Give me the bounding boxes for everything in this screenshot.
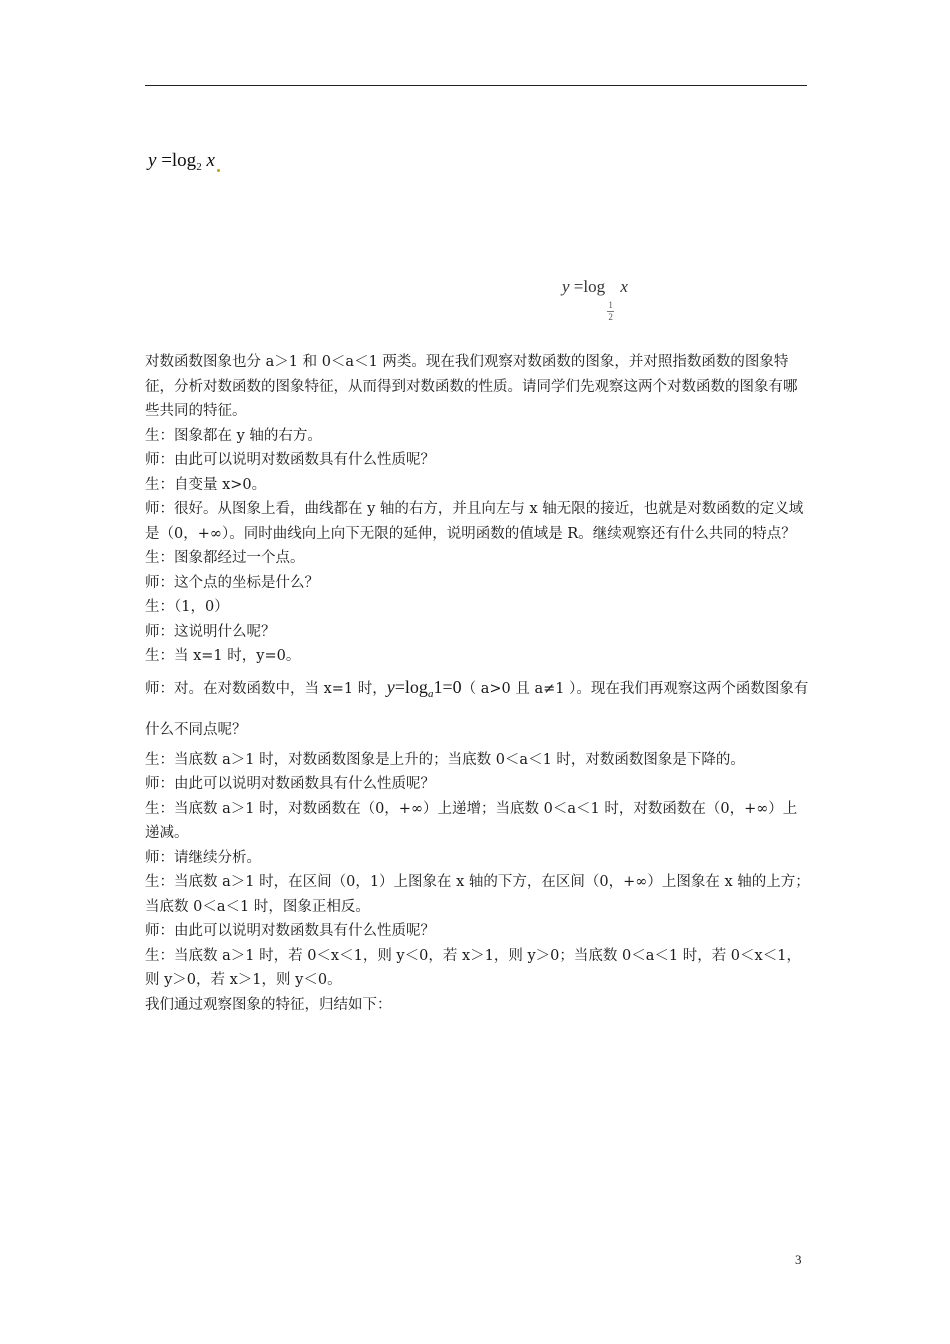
paragraph: 师：这个点的坐标是什么？ bbox=[145, 574, 319, 591]
formula-base: 2 bbox=[196, 161, 202, 173]
paragraph: 生：当底数 a＞1 时，对数函数在（0，+∞）上递增；当底数 0＜a＜1 时，对数函数在（0，+∞）上递减。 bbox=[145, 800, 798, 841]
formula-log: =log bbox=[394, 676, 428, 697]
paragraph: 师：请继续分析。 bbox=[145, 849, 261, 866]
formula-y: y bbox=[148, 150, 157, 171]
paragraph: 对数函数图象也分 a＞1 和 0＜a＜1 两类。现在我们观察对数函数的图象，并对照指数函数的图象特征，分析对数函数的图象特征，从而得到对数函数的性质。请同学们先观察这两个对数函数的图象有哪些共同的特征。 bbox=[145, 354, 798, 419]
formula-log2 bbox=[148, 150, 220, 173]
paragraph: 生：当底数 a＞1 时，若 0＜x＜1，则 y＜0，若 x＞1，则 y＞0；当底数 0＜a＜1 时，若 0＜x＜1，则 y＞0，若 x＞1，则 y＜0。 bbox=[145, 947, 801, 988]
page-number: 3 bbox=[795, 1252, 802, 1267]
formula-log: =log bbox=[161, 150, 197, 171]
paragraph: 生：当底数 a＞1 时，在区间（0，1）上图象在 x 轴的下方，在区间（0，+∞）上图象在 x 轴的上方；当底数 0＜a＜1 时，图象正相反。 bbox=[145, 874, 810, 915]
paragraph: 生：自变量 x>0。 bbox=[145, 476, 267, 493]
paragraph-text: 师：对。在对数函数中，当 x=1 时， bbox=[145, 680, 387, 697]
formula-y: y bbox=[386, 676, 395, 697]
formula-base: a bbox=[427, 687, 434, 700]
paragraph: 生：当 x=1 时，y=0。 bbox=[145, 648, 301, 664]
fraction-denominator: 2 bbox=[608, 312, 613, 322]
paragraph: 我们通过观察图象的特征，归结如下： bbox=[145, 996, 392, 1013]
paragraph-text: （ a>0 且 a≠1 ）。现在我们再观察这两个函数图象有什么不同点呢？ bbox=[145, 680, 809, 738]
fraction-numerator: 1 bbox=[608, 300, 613, 310]
formula-loga bbox=[386, 676, 462, 700]
anchor-mark bbox=[217, 169, 220, 172]
formula-rest: 1=0 bbox=[433, 676, 462, 697]
formula-log: =log bbox=[573, 277, 606, 296]
paragraph: 师：由此可以说明对数函数具有什么性质呢？ bbox=[145, 776, 435, 792]
paragraph: 生：图象都经过一个点。 bbox=[145, 550, 305, 566]
formula-y: y bbox=[562, 277, 570, 296]
header-rule bbox=[145, 85, 807, 86]
formula-x: x bbox=[206, 150, 215, 171]
paragraph-with-formula bbox=[145, 669, 810, 748]
document-body bbox=[145, 350, 810, 1017]
paragraph: 生：当底数 a＞1 时，对数函数图象是上升的；当底数 0＜a＜1 时，对数函数图象是下降的。 bbox=[145, 751, 745, 768]
paragraph: 师：由此可以说明对数函数具有什么性质呢？ bbox=[145, 452, 435, 468]
paragraph: 师：由此可以说明对数函数具有什么性质呢？ bbox=[145, 923, 435, 939]
formula-x: x bbox=[620, 277, 628, 296]
paragraph: 生：图象都在 y 轴的右方。 bbox=[145, 427, 322, 444]
paragraph: 生：（1，0） bbox=[145, 599, 229, 615]
paragraph: 师：这说明什么呢？ bbox=[145, 623, 276, 640]
paragraph: 师：很好。从图象上看，曲线都在 y 轴的右方，并且向左与 x 轴无限的接近，也就是对数函数的定义域是（0，+∞）。同时曲线向上向下无限的延伸，说明函数的值域是 R。继续观察还有什么共同的特点？ bbox=[145, 501, 804, 542]
formula-fraction-base bbox=[607, 300, 614, 323]
formula-log-half bbox=[562, 277, 628, 323]
